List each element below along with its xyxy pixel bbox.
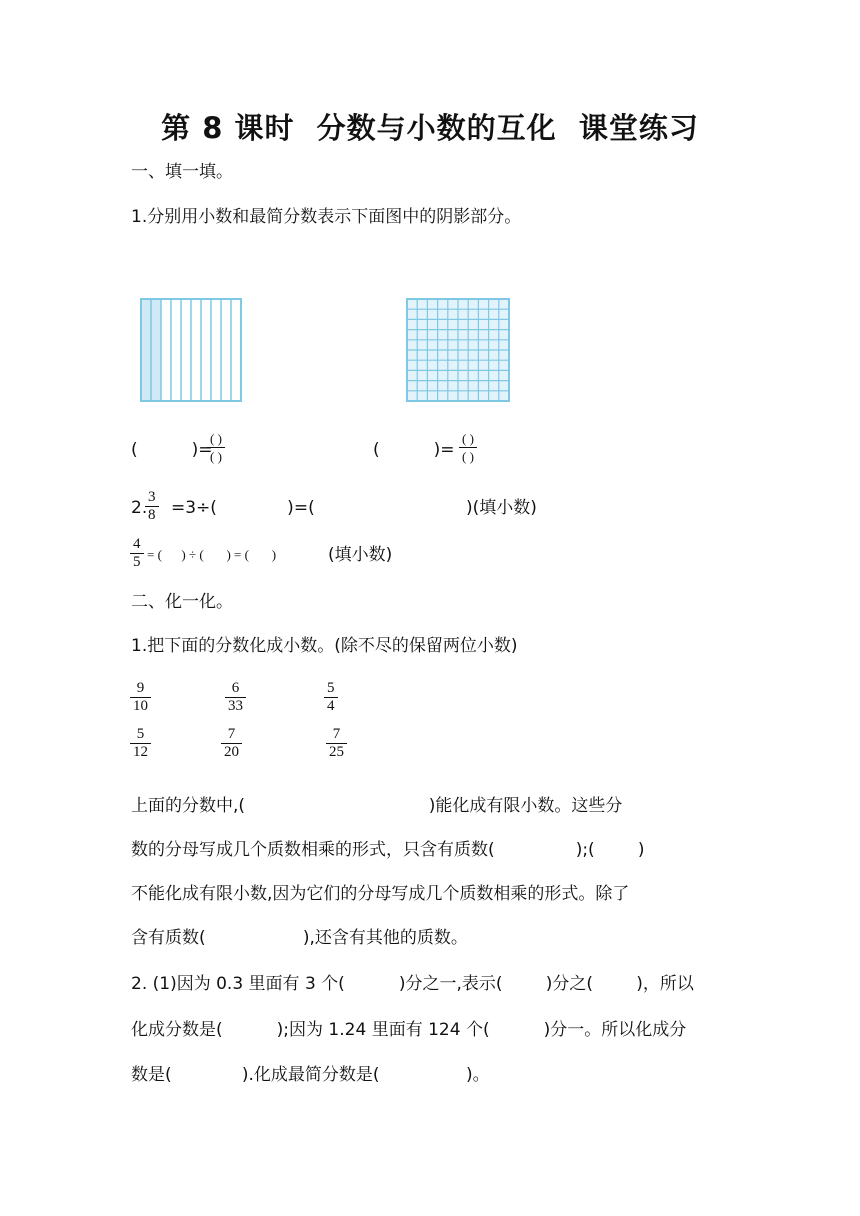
paragraph-line-1: 上面的分数中,( )能化成有限小数。这些分 — [131, 796, 623, 816]
answer-b-numerator: ( ) — [462, 431, 474, 446]
q2-line2-numerator: 4 — [133, 536, 141, 552]
answer-a-fraction — [207, 430, 225, 465]
fraction-9-10 — [130, 680, 151, 715]
paragraph-line-4: 含有质数( ),还含有其他的质数。 — [131, 928, 468, 948]
fraction-7-25 — [326, 726, 347, 761]
denominator: 4 — [327, 698, 335, 714]
denominator: 33 — [228, 698, 243, 714]
q2-line2-denominator: 5 — [133, 554, 141, 570]
question-2-1-text: 1.把下面的分数化成小数。(除不尽的保留两位小数) — [131, 636, 518, 656]
fraction-6-33 — [225, 680, 246, 715]
q2-fraction — [145, 489, 159, 524]
question-1-2-text: =3÷( )=( )(填小数) — [171, 498, 537, 518]
answer-a-text: ( )= — [131, 440, 213, 460]
numerator: 5 — [327, 680, 335, 696]
q2-line2-expression: = ( ) ÷ ( ) = ( ) — [147, 547, 277, 562]
section-2-heading: 二、化一化。 — [131, 592, 233, 612]
answer-b-text: ( )= — [373, 440, 455, 460]
numerator: 7 — [227, 726, 236, 742]
paragraph-line-2: 数的分母写成几个质数相乘的形式，只含有质数( );( ) — [131, 840, 645, 860]
q2-fraction-denominator: 8 — [148, 507, 156, 523]
fraction-7-20 — [221, 726, 242, 761]
numerator: 5 — [136, 726, 145, 742]
question-2-2-line-2: 化成分数是( );因为 1.24 里面有 124 个( )分一。所以化成分 — [131, 1020, 687, 1040]
denominator: 25 — [329, 744, 344, 760]
denominator: 10 — [133, 698, 148, 714]
grid-figure — [406, 298, 512, 404]
fraction-5-12 — [130, 726, 151, 761]
q2-fraction-numerator: 3 — [148, 489, 156, 505]
question-1-2-prefix: 2. — [131, 498, 148, 518]
numerator: 7 — [332, 726, 341, 742]
question-2-2-line-1: 2. (1)因为 0.3 里面有 3 个( )分之一,表示( )分之( )，所以 — [131, 974, 694, 994]
q2-line2-suffix: (填小数) — [328, 545, 393, 565]
paragraph-line-3: 不能化成有限小数,因为它们的分母写成几个质数相乘的形式。除了 — [131, 884, 630, 904]
denominator: 12 — [133, 744, 148, 760]
numerator: 6 — [231, 680, 240, 696]
answer-a-denominator: ( ) — [210, 449, 222, 464]
denominator: 20 — [224, 744, 239, 760]
question-2-2-line-3: 数是( ).化成最简分数是( )。 — [131, 1065, 490, 1085]
fraction-5-4 — [324, 680, 338, 715]
answer-a-numerator: ( ) — [210, 431, 222, 446]
strip-figure — [140, 298, 244, 404]
section-1-heading: 一、填一填。 — [131, 162, 233, 182]
question-1-1-text: 1.分别用小数和最简分数表示下面图中的阴影部分。 — [131, 207, 522, 227]
answer-b-fraction — [459, 430, 477, 465]
numerator: 9 — [136, 680, 145, 696]
page-title: 第 8 课时 分数与小数的互化 课堂练习 — [161, 111, 699, 145]
answer-b-denominator: ( ) — [462, 449, 474, 464]
q2-line2-fraction — [130, 536, 144, 571]
